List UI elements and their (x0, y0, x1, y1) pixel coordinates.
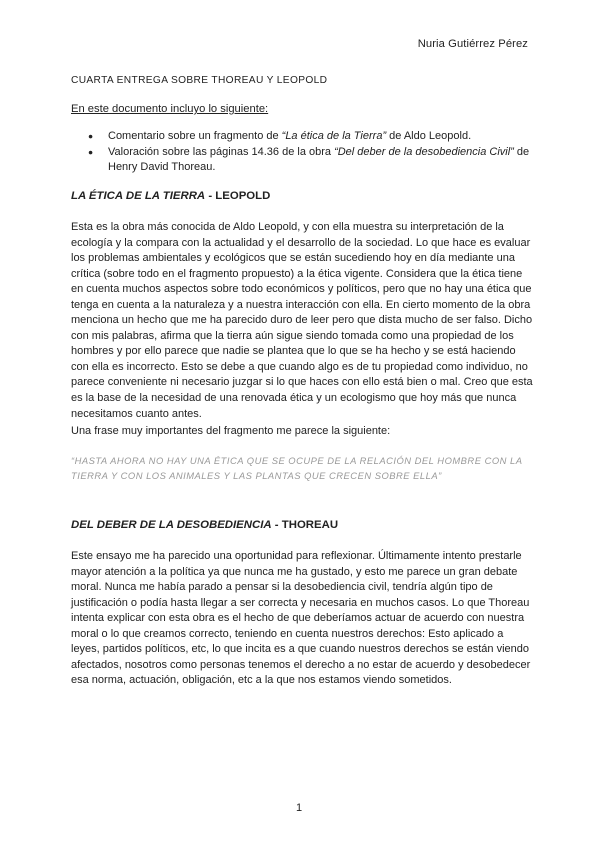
list-item (71, 129, 531, 145)
contents-list (71, 129, 531, 176)
section-heading-author: - THOREAU (271, 519, 339, 531)
section-heading-thoreau (71, 519, 338, 531)
list-item-prefix: Comentario sobre un fragmento de (108, 130, 282, 142)
list-item-suffix: de Henry David Thoreau. (108, 145, 530, 173)
section-heading-title: LA ÉTICA DE LA TIERRA (71, 190, 206, 202)
quote-text: “HASTA AHORA NO HAY UNA ÉTICA QUE SE OCUPE DE LA RELACIÓN DEL HOMBRE CON LA TIERRA Y CON LOS ANIMALES Y LAS PLANTAS QUE CRECEN SOBRE ELLA” (71, 455, 523, 481)
section-heading-title: DEL DEBER DE LA DESOBEDIENCIA (71, 519, 272, 531)
quote-intro: Una frase muy importantes del fragmento me parece la siguiente: (71, 425, 391, 437)
list-item-prefix: Valoración sobre las páginas 14.36 de la obra (108, 145, 335, 158)
section-heading-author: - LEOPOLD (205, 190, 271, 202)
document-title: CUARTA ENTREGA SOBRE THOREAU Y LEOPOLD (71, 75, 328, 86)
author-name: Nuria Gutiérrez Pérez (417, 38, 528, 50)
list-item-emphasis: “Del deber de la desobediencia Civil” (334, 145, 514, 158)
intro-line: En este documento incluyo lo siguiente: (71, 103, 269, 115)
list-item (71, 145, 531, 176)
paragraph-thoreau: Este ensayo me ha parecido una oportunidad para reflexionar. Últimamente intento prestarle mayor atención a la política ya que nunca me ha gustado, y esto me parece un gran debate moral. Nunca me había parado a pensar si la desobediencia civil, tendría algún tipo de justificación o podía hasta llegar a ser correcta y necesaria en muchos casos. Lo que Thoreau intenta explicar con esta obra es el hecho de que deberíamos actuar de acuerdo con nuestra moral o lo que creamos correcto, teniendo en cuenta nuestros derechos: Esto aplicado a leyes, partidos políticos, etc, lo que incita es a que cuando nuestros derechos se están viendo afectados, nosotros como personas tenemos el derecho a no estar de acuerdo y desobedecer esa norma, actuación, obligación, etc a la que nos estamos viendo sometidos. (71, 550, 531, 687)
page-number: 1 (296, 802, 303, 814)
section-heading-leopold (71, 190, 270, 202)
list-item-emphasis: “La ética de la Tierra” (281, 130, 387, 142)
paragraph-leopold: Esta es la obra más conocida de Aldo Leopold, y con ella muestra su interpretación de la ecología y la compara con la actualidad y el desarrollo de la sociedad. Lo que hace es evaluar los problemas ambientales y ecológicos que se están sucediendo hoy en día mediante una crítica (sobre todo en el fragmento propuesto) a la ética vigente. Considera que la ética tiene en cuenta muchos aspectos sobre todo económicos y políticos, pero que no hay una ética que tenga en cuenta a la naturaleza y a nuestra interacción con ella. En cierto momento de la obra menciona un hecho que me ha parecido duro de leer pero que dista mucho de ser falso. Dicho con mis palabras, afirma que la tierra aún sigue siendo tomada como una propiedad de los hombres y por ello parece que nadie se plantea que lo que se ha hecho y se está haciendo con ella es incorrecto. Esto se debe a que cuando algo es de tu propiedad como individuo, no parece conveniente ni necesario juzgar si lo que haces con ello está bien o mal. Creo que esta es la base de la necesidad de una renovada ética y un ecologismo que hoy más que nunca necesitamos cuanto antes. (71, 221, 533, 420)
list-item-suffix: de Aldo Leopold. (386, 130, 472, 142)
